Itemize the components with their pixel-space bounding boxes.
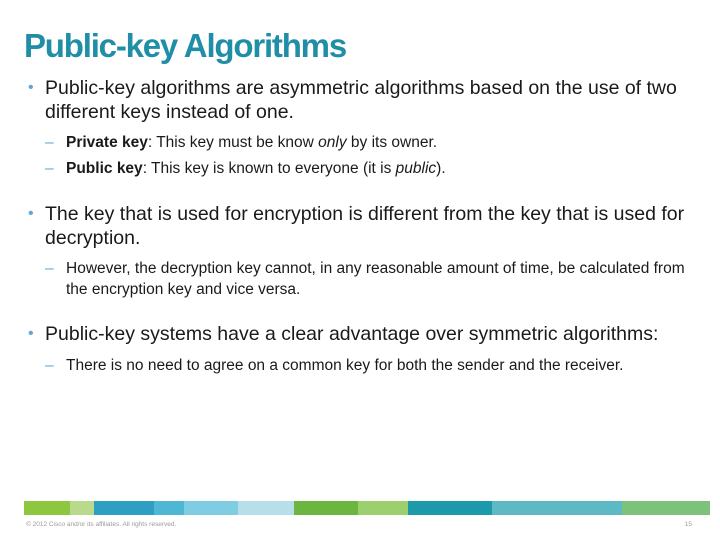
bullet-marker: •: [28, 205, 34, 222]
bullet-item: [28, 76, 698, 124]
dash-marker: –: [45, 357, 54, 374]
term-public-key: Public key: [66, 160, 143, 177]
sub-text: ).: [436, 160, 446, 177]
color-bar-segment: [408, 501, 492, 515]
sub-bullet-item: [28, 132, 698, 153]
sub-text: : This key is known to everyone (it is: [142, 160, 396, 177]
bullet-item: [28, 322, 698, 346]
term-private-key: Private key: [66, 134, 148, 151]
dash-marker: –: [45, 160, 54, 177]
copyright-text: © 2012 Cisco and/or its affiliates. All rights reserved.: [26, 521, 177, 528]
slide-title: Public-key Algorithms: [24, 27, 346, 64]
color-bar-segment: [70, 501, 94, 515]
bullet-text: The key that is used for encryption is different from the key that is used for decryption.: [45, 203, 685, 249]
color-bar-segment: [184, 501, 238, 515]
bullet-text: Public-key systems have a clear advantage over symmetric algorithms:: [45, 323, 659, 345]
color-bar-segment: [294, 501, 358, 515]
sub-text: There is no need to agree on a common key for both the sender and the receiver.: [66, 357, 624, 374]
color-bar-segment: [24, 501, 70, 515]
dash-marker: –: [45, 260, 54, 277]
decorative-color-bar: [24, 501, 710, 515]
sub-text: : This key must be know: [147, 134, 319, 151]
color-bar-segment: [238, 501, 294, 515]
color-bar-segment: [94, 501, 154, 515]
color-bar-segment: [154, 501, 184, 515]
emphasis-text: only: [318, 134, 347, 151]
slide-content: [28, 76, 698, 376]
color-bar-segment: [358, 501, 408, 515]
color-bar-segment: [622, 501, 710, 515]
bullet-item: [28, 202, 698, 250]
bullet-marker: •: [28, 325, 34, 342]
dash-marker: –: [45, 134, 54, 151]
bullet-text: Public-key algorithms are asymmetric algorithms based on the use of two different keys instead of one.: [45, 77, 677, 123]
sub-text: by its owner.: [346, 134, 438, 151]
sub-bullet-item: [28, 355, 698, 376]
bullet-marker: •: [28, 79, 34, 96]
emphasis-text: public: [395, 160, 437, 177]
sub-text: However, the decryption key cannot, in any reasonable amount of time, be calculated from the encryption key and vice versa.: [66, 260, 685, 298]
page-number: 15: [684, 521, 692, 528]
sub-bullet-item: [28, 258, 698, 300]
sub-bullet-item: [28, 158, 698, 179]
color-bar-segment: [492, 501, 622, 515]
